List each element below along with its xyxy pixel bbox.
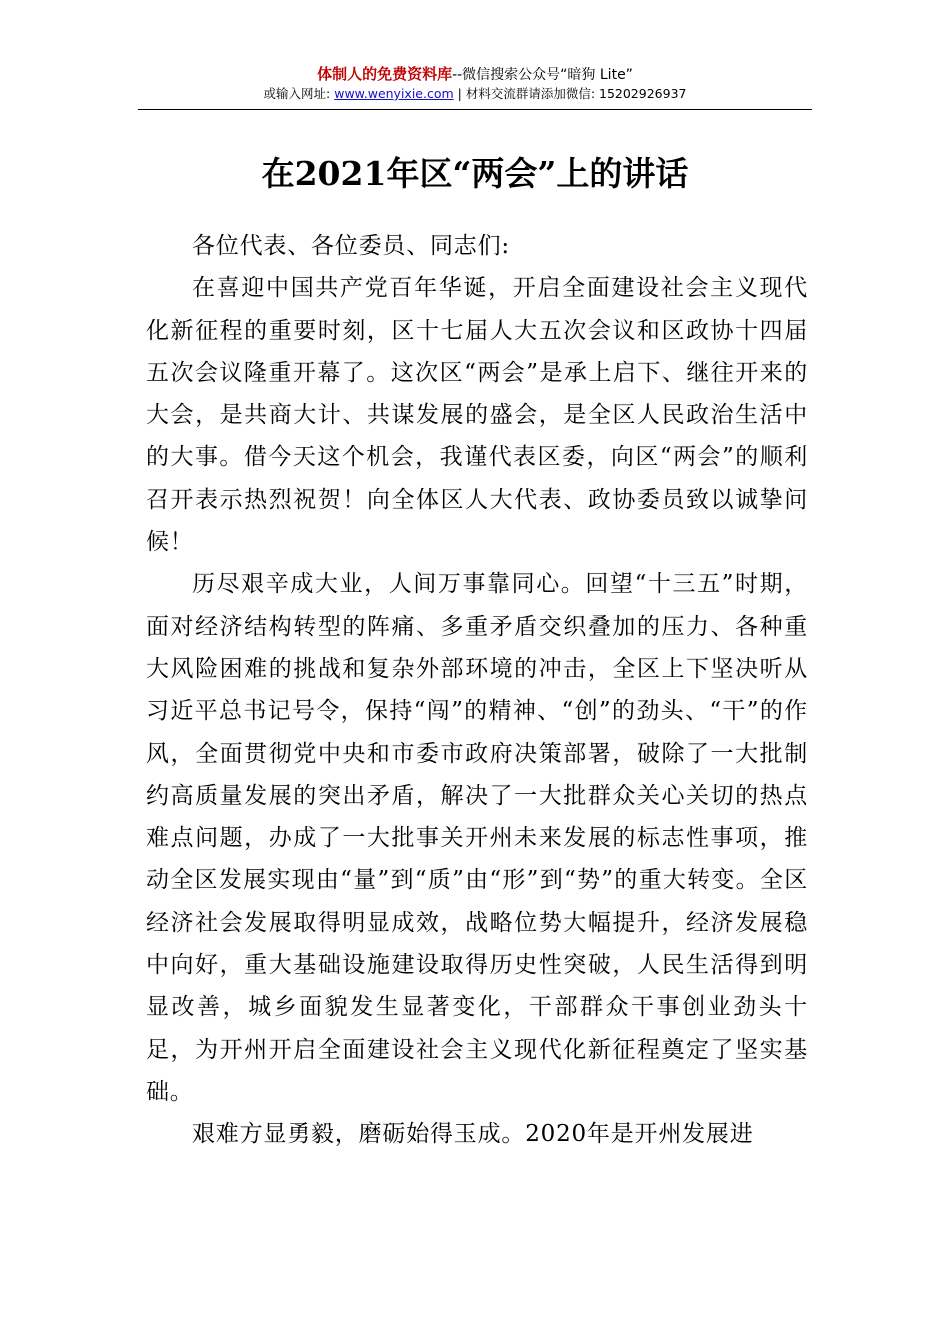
document-body bbox=[146, 225, 808, 1156]
url-prefix: 或输入网址: bbox=[263, 86, 331, 101]
body-paragraph: 在喜迎中国共产党百年华诞，开启全面建设社会主义现代化新征程的重要时刻，区十七届人大五次会议和区政协十四届五次会议隆重开幕了。这次区“两会”是承上启下、继往开来的大会，是共商大计、共谋发展的盛会，是全区人民政治生活中的大事。借今天这个机会，我谨代表区委，向区“两会”的顺利召开表示热烈祝贺！向全体区人大代表、政协委员致以诚挚问候！ bbox=[146, 275, 808, 556]
document-title: 在2021年区“两会”上的讲话 bbox=[261, 154, 689, 193]
header-banner bbox=[138, 64, 812, 85]
website-link[interactable]: www.wenyixie.com bbox=[334, 86, 454, 101]
contact-text: | 材料交流群请添加微信: 15202926937 bbox=[453, 86, 687, 101]
body-paragraph: 历尽艰辛成大业，人间万事靠同心。回望“十三五”时期，面对经济结构转型的阵痛、多重矛盾交织叠加的压力、各种重大风险困难的挑战和复杂外部环境的冲击，全区上下坚决听从习近平总书记号令，保持“闯”的精神、“创”的劲头、“干”的作风，全面贯彻党中央和市委市政府决策部署，破除了一大批制约高质量发展的突出矛盾，解决了一大批群众关心关切的热点难点问题，办成了一大批事关开州未来发展的标志性事项，推动全区发展实现由“量”到“质”由“形”到“势”的重大转变。全区经济社会发展取得明显成效，战略位势大幅提升，经济发展稳中向好，重大基础设施建设取得历史性突破，人民生活得到明显改善，城乡面貌发生显著变化，干部群众干事创业劲头十足，为开州开启全面建设社会主义现代化新征程奠定了坚实基础。 bbox=[146, 571, 808, 1105]
salutation: 各位代表、各位委员、同志们: bbox=[192, 233, 510, 259]
header-contact bbox=[138, 85, 812, 103]
page-header bbox=[138, 64, 812, 103]
body-paragraph: 艰难方显勇毅，磨砺始得玉成。2020年是开州发展进 bbox=[192, 1121, 754, 1148]
brand-name: 体制人的免费资料库 bbox=[317, 65, 453, 83]
header-divider bbox=[138, 109, 812, 110]
header-tagline: --微信搜索公众号“暗狗 Lite” bbox=[452, 67, 633, 83]
